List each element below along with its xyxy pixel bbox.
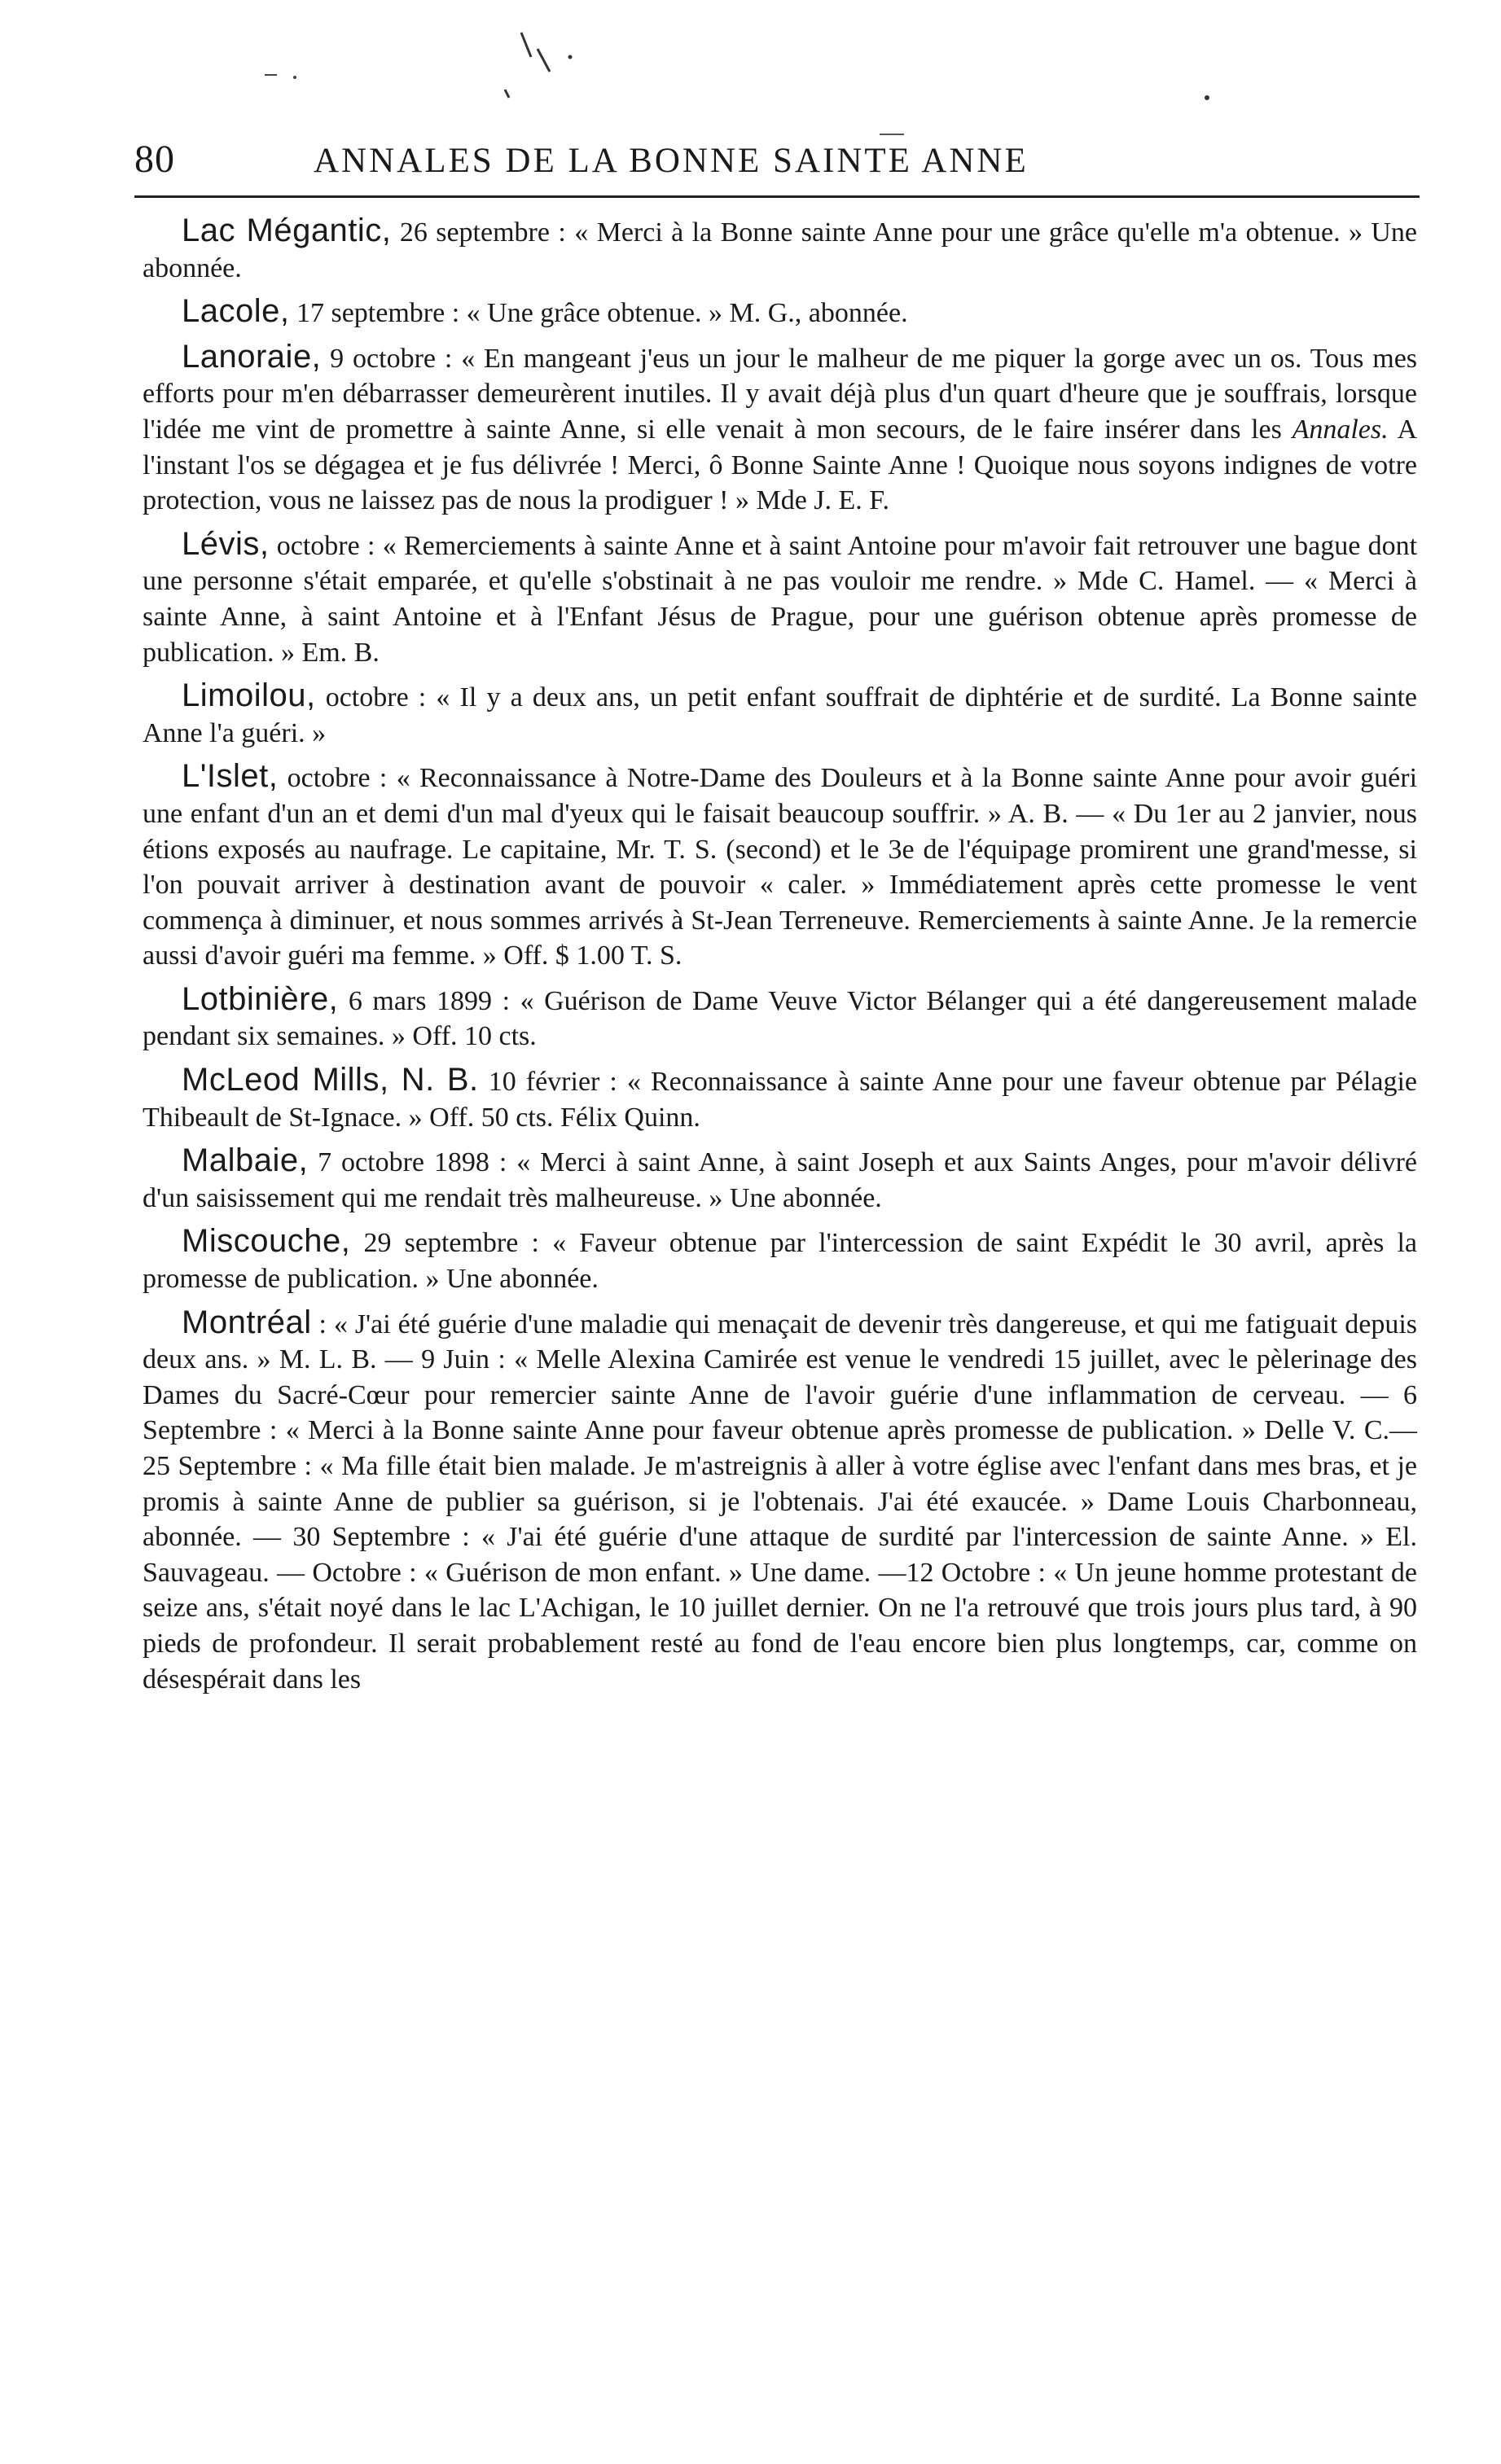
body-text <box>143 213 1417 1705</box>
entry-date: 9 octobre : <box>330 343 453 374</box>
entry-text: « Reconnaissance à sainte Anne pour une faveur obtenue par Pélagie Thibeault de St-Ignace. » Off. 50 cts. Félix Quinn. <box>143 1067 1418 1133</box>
entry-date: 17 septembre : <box>296 298 460 329</box>
entry-text: « Merci à la Bonne sainte Anne pour une grâce qu'elle m'a obtenue. » Une abonnée. <box>143 217 1418 283</box>
place-name: Miscouche, <box>182 1223 351 1260</box>
entry-text: « Reconnaissance à Notre-Dame des Douleurs et à la Bonne sainte Anne pour avoir guéri une enfant d'un an et demi d'un mal d'yeux qui le faisait beaucoup souffrir. » A. B. — « Du 1er au 2 janvier, nous étions exposés au naufrage. Le capitaine, Mr. T. S. (second) et le 3e de l'équipage promirent une grand'messe, si l'on pouvait arriver à destination avant de pouvoir « caler. » Immédiatement après cette promesse le vent commença à diminuer, et nous sommes arrivés à St-Jean Terreneuve. Remerciements à sainte Anne. Je la remercie aussi d'avoir guéri ma femme. » Off. $ 1.00 T. S. <box>143 763 1418 971</box>
entry-date: octobre : <box>325 682 427 713</box>
entry-lotbiniere <box>143 982 1417 1054</box>
entry-lanoraie <box>143 340 1417 519</box>
entry-text: « Remerciements à sainte Anne et à saint Antoine pour m'avoir fait retrouver une bague dont une personne s'était emparée, et qu'elle s'obstinait à ne pas vouloir me rendre. » Mde C. Hamel. — « Merci à sainte Anne, à saint Antoine et à l'Enfant Jésus de Prague, pour une guérison obtenue après promesse de publication. » Em. B. <box>143 530 1418 668</box>
header-rule <box>134 195 1420 198</box>
entry-text: « J'ai été guérie d'une maladie qui menaçait de devenir très dangereuse, et qui me fatiguait depuis deux ans. » M. L. B. — 9 Juin : « Melle Alexina Camirée est venue le vendredi 15 juillet, avec le pèlerinage des Dames du Sacré-Cœur pour remercier sainte Anne de l'avoir guérie d'une inflammation de cerveau. — 6 Septembre : « Merci à la Bonne sainte Anne pour faveur obtenue après promesse de publication. » Delle V. C.— 25 Septembre : « Ma fille était bien malade. Je m'astreignis à aller à votre église avec l'enfant dans mes bras, et je promis à sainte Anne de publier sa guérison, si je l'obtenais. J'ai été exaucée. » Dame Louis Charbonneau, abonnée. — 30 Septembre : « J'ai été guérie d'une attaque de surdité par l'intercession de sainte Anne. » El. Sauvageau. — Octobre : « Guérison de mon enfant. » Une dame. —12 Octobre : « Un jeune homme protestant de seize ans, s'était noyé dans le lac L'Achigan, le 10 juillet dernier. On ne l'a retrouvé que trois jours plus tard, à 90 pieds de profondeur. Il serait probablement resté au fond de l'eau encore bien plus longtemps, car, comme on désespérait dans les <box>143 1309 1418 1695</box>
entry-mcleod-mills <box>143 1063 1417 1135</box>
place-name: Malbaie, <box>182 1142 309 1179</box>
page-number: 80 <box>134 138 175 181</box>
running-head <box>134 137 1421 186</box>
place-name: McLeod Mills, N. B. <box>182 1062 479 1098</box>
entry-text: « Une grâce obtenue. » M. G., abonnée. <box>466 298 908 329</box>
entry-montreal <box>143 1305 1417 1698</box>
place-name: Limoilou, <box>182 677 316 714</box>
entry-date: : <box>318 1309 327 1339</box>
entry-date: 26 septembre : <box>399 217 566 248</box>
entry-date: octobre : <box>287 763 388 794</box>
place-name: L'Islet, <box>182 758 279 795</box>
place-name: Lacole, <box>182 293 290 330</box>
entry-text: « En mangeant j'eus un jour le malheur de me piquer la gorge avec un os. Tous mes efforts pour m'en débarrasser demeurèrent inutiles. Il y avait déjà plus d'un quart d'heure que je souffrais, lorsque l'idée me vint de promettre à sainte Anne, si elle venait à mon secours, de le faire insérer dans les <box>143 343 1418 445</box>
place-name: Lanoraie, <box>182 338 322 375</box>
journal-title: ANNALES DE LA BONNE SAINTE ANNE <box>314 142 1029 180</box>
entry-date: 10 février : <box>488 1067 617 1098</box>
place-name: Lévis, <box>182 525 270 562</box>
entry-limoilou <box>143 678 1417 751</box>
place-name: Lac Mégantic, <box>182 213 392 248</box>
entry-text: « Merci à saint Anne, à saint Joseph et aux Saints Anges, pour m'avoir délivré d'un saisissement qui me rendait très malheureuse. » Une abonnée. <box>143 1147 1417 1213</box>
place-name: Lotbinière, <box>182 980 339 1017</box>
entry-text-continued: A l'instant l'os se dégagea et je fus délivrée ! Merci, ô Bonne Sainte Anne ! Quoique nous soyons indignes de votre protection, vous ne laissez pas de nous la prodiguer ! » Mde J. E. F. <box>143 414 1417 516</box>
entry-italic-title: Annales. <box>1292 414 1389 445</box>
entry-miscouche <box>143 1224 1417 1296</box>
entry-lislet <box>143 759 1417 974</box>
entry-text: « Il y a deux ans, un petit enfant souffrait de diphtérie et de surdité. La Bonne sainte Anne l'a guéri. » <box>143 682 1417 748</box>
entry-date: 7 octobre 1898 : <box>318 1147 507 1178</box>
entry-date: octobre : <box>276 530 375 561</box>
entry-lac-megantic <box>143 213 1417 286</box>
entry-levis <box>143 527 1417 670</box>
entry-date: 29 septembre : <box>363 1228 539 1259</box>
entry-lacole <box>143 294 1417 331</box>
entry-text: « Guérison de Dame Veuve Victor Bélanger qui a été dangereusement malade pendant six semaines. » Off. 10 cts. <box>143 985 1418 1052</box>
entry-text: « Faveur obtenue par l'intercession de saint Expédit le 30 avril, après la promesse de publication. » Une abonnée. <box>143 1228 1417 1295</box>
entry-date: 6 mars 1899 : <box>348 985 511 1016</box>
place-name: Montréal <box>182 1304 312 1340</box>
entry-malbaie <box>143 1143 1417 1216</box>
